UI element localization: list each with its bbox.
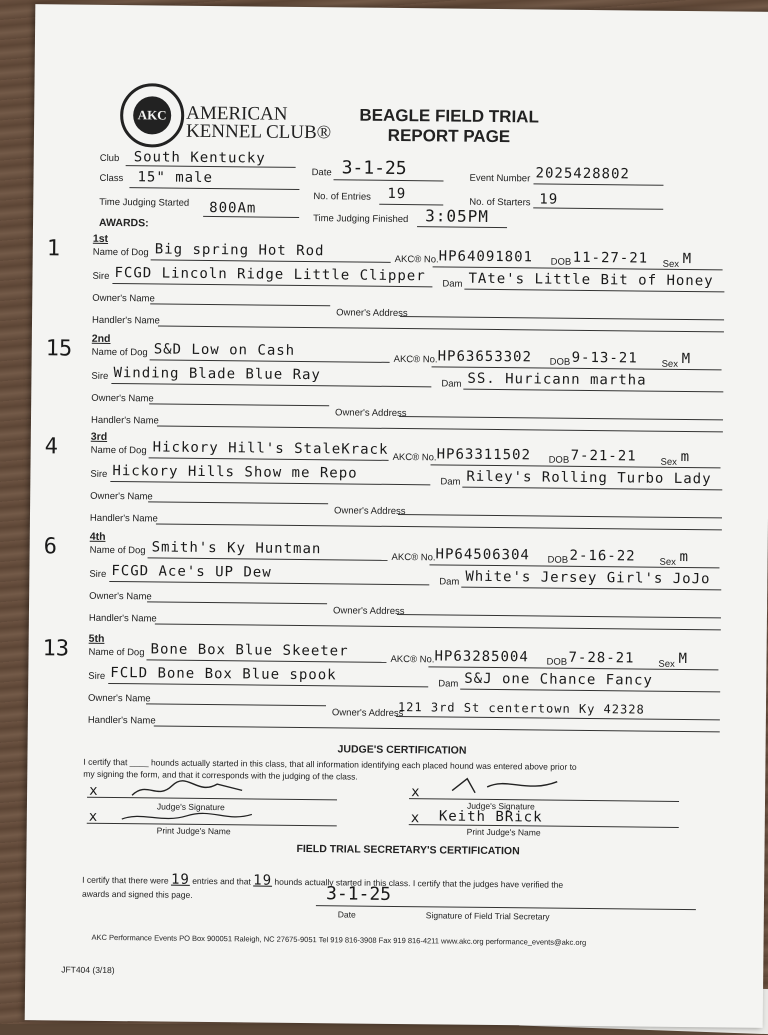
judges-cert-text-b: hounds actually started in this class, that all information identifying each placed hound was entered above prior to [150,757,577,772]
sire-value: FCGD Lincoln Ridge Little Clipper [114,265,426,285]
time-started-label: Time Judging Started [99,196,190,209]
secretary-cert-heading: FIELD TRIAL SECRETARY'S CERTIFICATION [296,842,520,858]
event-number-label: Event Number [469,172,531,185]
secretary-cert-text-a: I certify that there were [82,874,169,886]
name-of-dog-label: Name of Dog [92,246,149,259]
dam-value: TAte's Little Bit of Honey [468,270,714,290]
sire-value: FCGD Ace's UP Dew [111,562,272,581]
dob-value: 7-28-21 [568,649,635,667]
judge1-print-mark: x [88,808,99,825]
margin-place-note: 4 [44,434,59,460]
sire-label: Sire [91,370,109,382]
sire-value: Hickory Hills Show me Repo [112,462,358,482]
secretary-cert-text-d: awards and signed this page. [81,888,193,900]
judge2-printed-name: Keith BRick [438,808,543,826]
dam-label: Dam [440,476,461,488]
form-title [334,105,564,147]
judge1-signature-mark: x [89,782,99,799]
time-started-value: 800Am [209,199,257,217]
margin-place-note: 1 [46,236,61,262]
akc-no-value: HP63653302 [437,348,533,366]
sex-label: Sex [660,456,678,468]
place-label: 4th [89,530,106,543]
dam-label: Dam [439,576,460,588]
secretary-cert-text-c: hounds actually started in this class. I certify that the judges have verified the [274,876,564,890]
akc-no-value: HP64091801 [438,248,534,266]
dog-name-value: Smith's Ky Huntman [151,539,322,558]
sex-label: Sex [662,258,680,270]
handlers-name-label: Handler's Name [90,414,159,427]
report-page [25,4,768,1028]
time-finished-label: Time Judging Finished [313,213,409,226]
akc-no-label: AKC® No. [394,253,439,266]
owners-name-label: Owner's Name [92,292,155,305]
owners-address-label: Owner's Address [332,605,405,618]
place-label: 5th [88,632,105,645]
akc-no-label: AKC® No. [391,551,436,564]
dam-value: S&J one Chance Fancy [464,670,653,689]
entries-value: 19 [387,185,407,203]
dob-label: DOB [546,656,568,668]
dam-value: White's Jersey Girl's JoJo [465,568,711,588]
owners-name-label: Owner's Name [90,490,153,503]
margin-place-note: 13 [42,636,70,662]
handlers-name-label: Handler's Name [87,714,156,727]
entries-label: No. of Entries [313,191,371,203]
secretary-entries-value: 19 [170,871,190,888]
sire-label: Sire [90,468,108,480]
judges-cert-text-c: my signing the form, and that it corresponds with the judging of the class. [83,768,358,782]
akc-no-label: AKC® No. [392,451,437,464]
judge2-signature [447,773,577,800]
akc-logo-text: AKC [133,96,171,134]
form-title-line2: REPORT PAGE [387,125,511,147]
dam-value: Riley's Rolling Turbo Lady [466,468,712,488]
date-label: Date [311,167,332,179]
sex-value: m [680,448,691,466]
margin-place-note: 6 [43,534,58,560]
judge1-printed-name [117,805,257,826]
handlers-name-label: Handler's Name [91,314,160,327]
sire-label: Sire [89,568,107,580]
dob-value: 7-21-21 [570,447,637,465]
sire-label: Sire [88,670,106,682]
judges-cert-text-a: I certify that [83,756,128,768]
place-label: 2nd [91,332,111,345]
place-label: 3rd [90,430,108,443]
time-finished-value: 3:05PM [425,206,490,226]
form-id: JFT404 (3/18) [61,964,115,976]
secretary-signature-label: Signature of Field Trial Secretary [425,910,550,922]
handlers-name-label: Handler's Name [89,512,158,525]
form-title-line1: BEAGLE FIELD TRIAL [359,105,540,127]
margin-place-note: 15 [45,336,73,362]
judge2-signature-mark: x [411,784,421,801]
judges-cert-heading: JUDGE'S CERTIFICATION [337,743,467,757]
dam-value: SS. Huricann martha [467,370,647,389]
dam-label: Dam [442,278,463,290]
secretary-date-value: 3-1-25 [325,883,392,905]
judges-cert-text: I certify that ____ hounds actually started in this class, that all information identifying each placed hound was entered above prior to [83,756,577,772]
sex-value: m [679,548,690,566]
place-label: 1st [92,232,109,245]
dob-label: DOB [548,454,570,466]
dob-value: 9-13-21 [571,349,638,367]
akc-logo [120,83,185,148]
class-label: Class [99,172,124,185]
org-name-line2: KENNEL CLUB® [185,120,332,144]
judge2-signature-label: Judge's Signature [466,800,535,812]
dob-value: 2-16-22 [569,547,636,565]
sire-value: Winding Blade Blue Ray [113,365,321,384]
event-number-value: 2025428802 [535,165,630,183]
dam-label: Dam [441,378,462,390]
name-of-dog-label: Name of Dog [91,346,148,359]
starters-value: 19 [539,191,559,208]
dam-label: Dam [438,678,459,690]
name-of-dog-label: Name of Dog [88,646,145,659]
dob-value: 11-27-21 [572,249,649,267]
akc-no-label: AKC® No. [390,653,435,666]
club-value: South Kentucky [133,149,266,167]
owners-address-label: Owner's Address [333,505,406,518]
sex-label: Sex [661,358,679,370]
dog-name-value: Hickory Hill's StaleKrack [152,439,389,458]
sire-label: Sire [92,270,110,282]
judge2-print-label: Print Judge's Name [466,826,541,838]
starters-label: No. of Starters [469,196,531,209]
akc-no-value: HP63285004 [434,648,529,666]
secretary-date-label: Date [337,909,356,920]
sex-value: M [681,350,692,368]
name-of-dog-label: Name of Dog [89,544,146,557]
judge2-print-mark: x [410,810,421,827]
owners-address-label: Owner's Address [331,707,404,720]
secretary-started-value: 19 [253,872,273,889]
dob-label: DOB [549,356,571,368]
sex-label: Sex [659,556,676,568]
sire-value: FCLD Bone Box Blue spook [110,664,337,684]
dog-name-value: Bone Box Blue Skeeter [150,641,349,660]
owners-name-label: Owner's Name [89,590,152,603]
footer-address: AKC Performance Events PO Box 900051 Raleigh, NC 27675-9051 Tel 919 816-3908 Fax 919 816-4211 www.akc.org performance_events@akc.org [91,932,587,947]
dob-label: DOB [547,554,569,566]
owners-name-label: Owner's Name [88,692,151,705]
dog-name-value: Big spring Hot Rod [154,241,325,260]
sex-value: M [678,650,689,668]
club-label: Club [99,152,120,165]
dog-name-value: S&D Low on Cash [153,341,296,359]
org-name-line1: AMERICAN [186,102,288,125]
handlers-name-label: Handler's Name [88,612,157,625]
name-of-dog-label: Name of Dog [90,444,147,457]
secretary-cert-text-b: entries and that [192,875,251,887]
akc-no-label: AKC® No. [393,353,438,366]
judge1-signature-label: Judge's Signature [156,801,225,813]
owners-address-label: Owner's Address [336,307,408,320]
owners-name-label: Owner's Name [91,392,154,405]
sex-label: Sex [658,658,675,670]
akc-no-value: HP64506304 [435,546,530,564]
awards-heading: AWARDS: [98,216,149,230]
dob-label: DOB [550,256,572,268]
owners-address-label: Owner's Address [335,407,407,420]
date-value: 3-1-25 [341,157,407,180]
akc-no-value: HP63311502 [436,446,532,464]
judge1-print-label: Print Judge's Name [156,825,231,837]
class-value: 15" male [137,169,214,187]
owners-address-value: 121 3rd St centertown Ky 42328 [397,700,645,717]
judge1-signature [127,775,247,802]
sex-value: M [682,250,693,268]
